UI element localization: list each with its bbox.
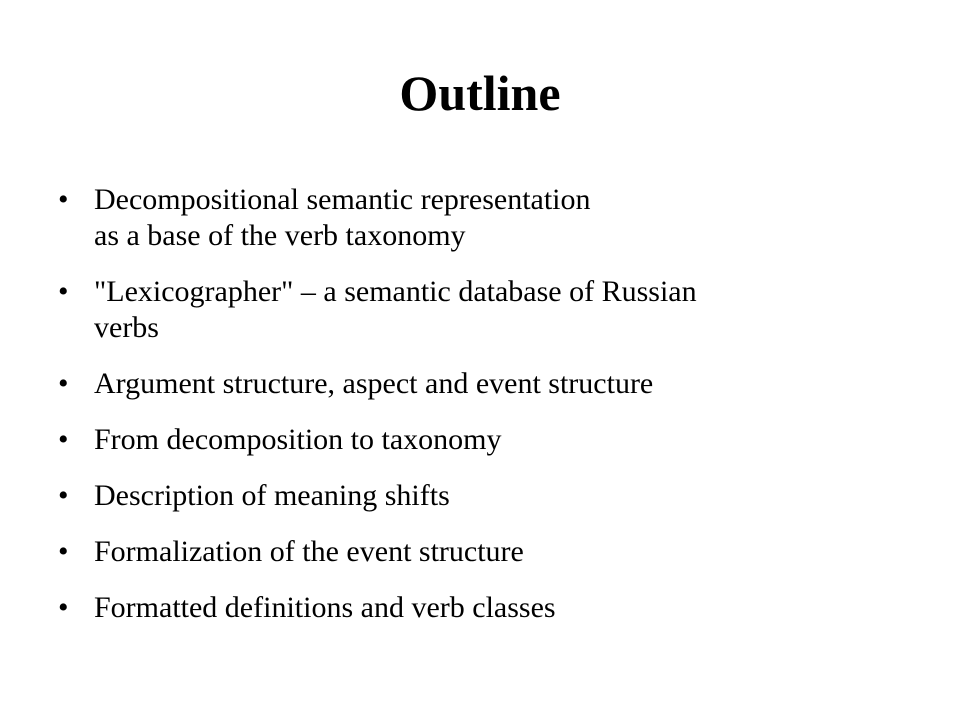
bullet-icon: • xyxy=(58,367,69,400)
bullet-icon: • xyxy=(58,275,69,308)
bullet-text: Formalization of the event structure xyxy=(94,535,524,568)
bullet-icon: • xyxy=(58,535,69,568)
bullet-item-decomposition-to-taxonomy xyxy=(58,422,858,458)
bullet-item-decompositional xyxy=(58,182,858,254)
bullet-text: From decomposition to taxonomy xyxy=(94,423,502,456)
bullet-icon: • xyxy=(58,183,69,216)
bullet-item-meaning-shifts xyxy=(58,478,858,514)
bullet-text: Decompositional semantic representation as a base of the verb taxonomy xyxy=(94,183,591,252)
slide-title: Outline xyxy=(399,65,561,121)
bullet-item-formatted-definitions xyxy=(58,590,858,626)
bullet-item-argument-structure xyxy=(58,366,858,402)
bullet-icon: • xyxy=(58,423,69,456)
bullet-icon: • xyxy=(58,591,69,624)
bullet-text: Formatted definitions and verb classes xyxy=(94,591,556,624)
bullet-list xyxy=(58,182,858,646)
bullet-icon: • xyxy=(58,479,69,512)
bullet-text: "Lexicographer" – a semantic database of Russian verbs xyxy=(94,275,697,344)
bullet-text: Description of meaning shifts xyxy=(94,479,450,512)
bullet-item-event-structure xyxy=(58,534,858,570)
bullet-text: Argument structure, aspect and event structure xyxy=(94,367,654,400)
bullet-item-lexicographer xyxy=(58,274,858,346)
